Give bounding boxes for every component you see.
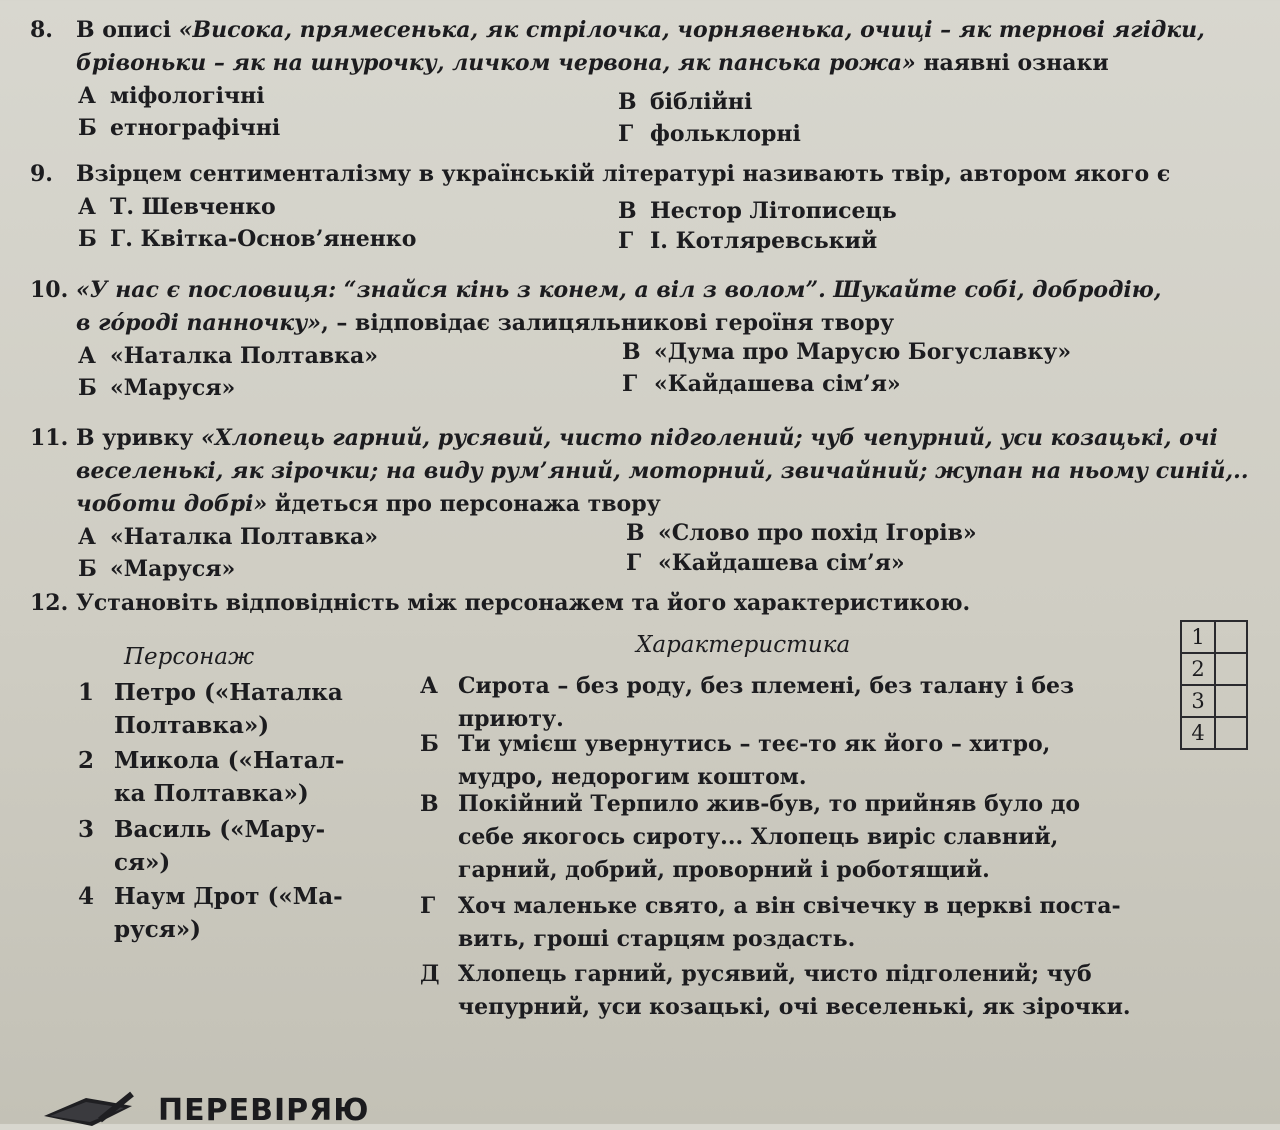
- answer-grid: [1180, 620, 1248, 750]
- section-footer: [40, 1090, 369, 1130]
- characteristics-column-title: Характеристика: [636, 632, 851, 658]
- option-v[interactable]: В Нестор Літописець: [618, 198, 897, 224]
- question-8: [30, 14, 1230, 147]
- answer-row-number: 1: [1181, 621, 1215, 653]
- question-stem: веселенькі, як зірочки; на виду рум’яний, моторний, звичайний; жупан на ньому синій,..: [76, 458, 1249, 484]
- characteristic-b: Б Ти умієш увернутись – теє-то як його – хитро, мудро, недорогим коштом.: [420, 731, 1051, 790]
- option-v[interactable]: В біблійні: [618, 89, 753, 115]
- option-b[interactable]: Б «Маруся»: [78, 375, 236, 401]
- option-a[interactable]: А Т. Шевченко: [78, 194, 276, 220]
- option-a[interactable]: А «Наталка Полтавка»: [78, 524, 379, 550]
- question-10: [30, 274, 1230, 404]
- option-h[interactable]: Г фольклорні: [618, 121, 801, 147]
- options: [78, 521, 1230, 585]
- person-2: 2 Микола («Натал- ка Полтавка»): [78, 747, 345, 807]
- option-h[interactable]: Г «Кайдашева сім’я»: [626, 550, 905, 576]
- option-v[interactable]: В «Дума про Марусю Богуславку»: [622, 339, 1072, 365]
- question-11: [30, 422, 1249, 585]
- answer-cell[interactable]: [1215, 685, 1247, 717]
- question-9: [30, 158, 1230, 255]
- persons-column-title: Персонаж: [124, 644, 255, 670]
- question-stem: 10. «У нас є пословиця: “знайся кінь з конем, а віл з волом”. Шукайте собі, добродію,: [30, 274, 1230, 307]
- book-pencil-icon: [40, 1090, 136, 1130]
- question-number: 9.: [30, 161, 53, 187]
- answer-row-number: 2: [1181, 653, 1215, 685]
- question-stem: в гóроді панночку», – відповідає залицяльникові героїня твору: [76, 310, 895, 336]
- answer-row: [1181, 717, 1247, 749]
- option-b[interactable]: Б «Маруся»: [78, 556, 236, 582]
- option-a[interactable]: А міфологічні: [78, 83, 265, 109]
- options: [78, 191, 1230, 255]
- characteristic-v: В Покійний Терпило жив-був, то прийняв було до себе якогось сироту... Хлопець виріс славний, гарний, добрий, проворний і роботящий.: [420, 791, 1081, 883]
- options: [78, 340, 1230, 404]
- answer-row: [1181, 621, 1247, 653]
- question-stem: чоботи добрі» йдеться про персонажа твору: [76, 491, 661, 517]
- person-1: 1 Петро («Наталка Полтавка»): [78, 679, 343, 739]
- answer-row-number: 3: [1181, 685, 1215, 717]
- answer-row: [1181, 653, 1247, 685]
- option-b[interactable]: Б етнографічні: [78, 115, 281, 141]
- question-number: 12.: [30, 590, 69, 616]
- question-number: 11.: [30, 425, 69, 451]
- question-number: 8.: [30, 17, 53, 43]
- characteristic-h: Г Хоч маленьке свято, а він свічечку в церкві поста- вить, гроші старцям роздасть.: [420, 893, 1121, 952]
- person-4: 4 Наум Дрот («Ма- руся»): [78, 883, 343, 943]
- characteristic-a: А Сирота – без роду, без племені, без талану і без приюту.: [420, 673, 1075, 732]
- question-stem: брівоньки – як на шнурочку, личком червона, як панська рожа» наявні ознаки: [76, 50, 1109, 76]
- option-h[interactable]: Г «Кайдашева сім’я»: [622, 371, 901, 397]
- question-stem: 9. Взірцем сентименталізму в українській літературі називають твір, автором якого є: [30, 158, 1230, 191]
- option-b[interactable]: Б Г. Квітка-Основ’яненко: [78, 226, 417, 252]
- characteristic-d: Д Хлопець гарний, русявий, чисто підголений; чуб чепурний, уси козацькі, очі веселенькі, як зірочки.: [420, 961, 1131, 1020]
- question-stem: 11. В уривку «Хлопець гарний, русявий, чисто підголений; чуб чепурний, уси козацькі, очі: [30, 422, 1230, 455]
- answer-cell[interactable]: [1215, 717, 1247, 749]
- options: [78, 80, 1230, 147]
- option-h[interactable]: Г І. Котляревський: [618, 228, 878, 254]
- question-number: 10.: [30, 277, 69, 303]
- option-a[interactable]: А «Наталка Полтавка»: [78, 343, 379, 369]
- footer-label: ПЕРЕВІРЯЮ: [158, 1092, 370, 1128]
- answer-cell[interactable]: [1215, 621, 1247, 653]
- answer-cell[interactable]: [1215, 653, 1247, 685]
- answer-row: [1181, 685, 1247, 717]
- option-v[interactable]: В «Слово про похід Ігорів»: [626, 520, 977, 546]
- person-3: 3 Василь («Мару- ся»): [78, 816, 326, 876]
- question-stem: 8. В описі «Висока, прямесенька, як стрілочка, чорнявенька, очиці – як тернові ягідки,: [30, 14, 1230, 47]
- question-12-stem: 12. Установіть відповідність між персонажем та його характеристикою.: [30, 590, 971, 616]
- answer-row-number: 4: [1181, 717, 1215, 749]
